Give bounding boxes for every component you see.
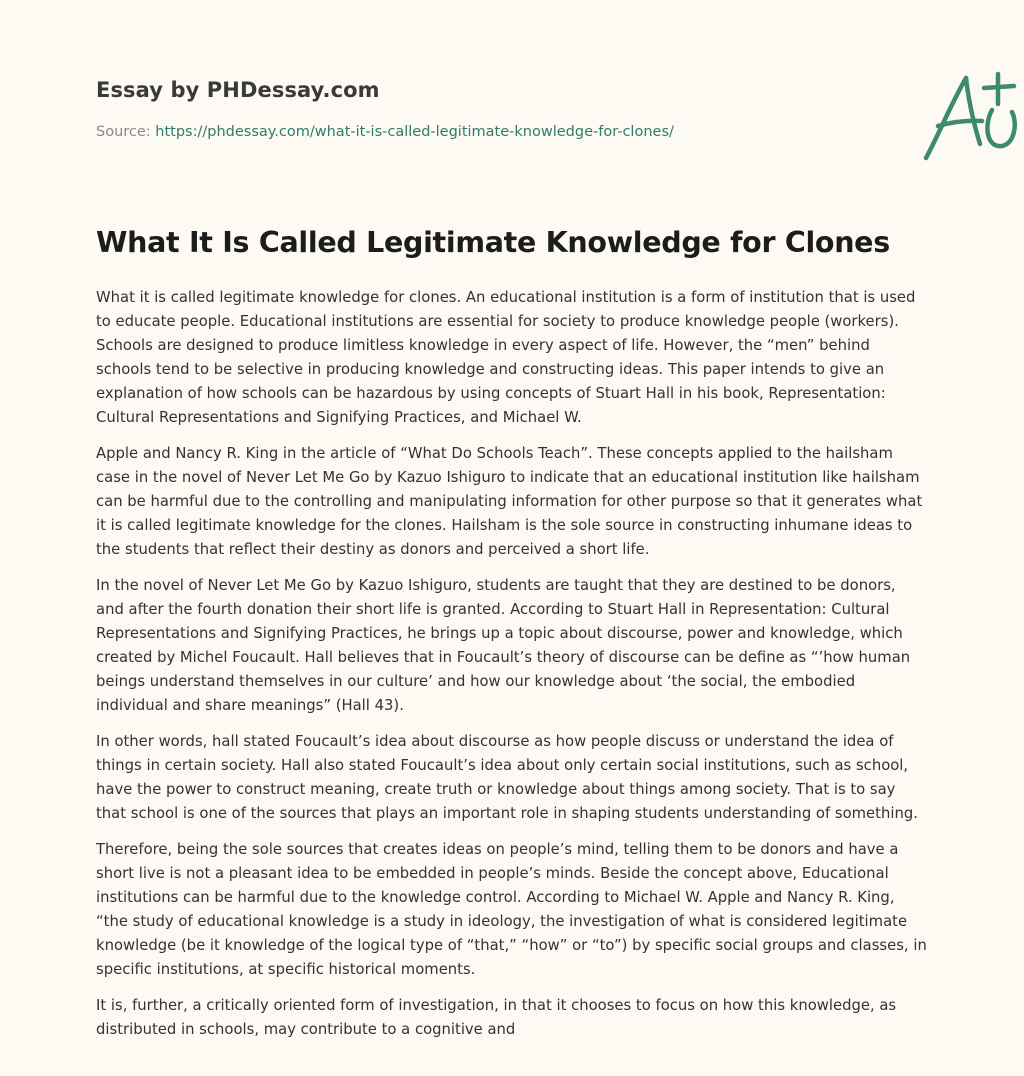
- source-link[interactable]: https://phdessay.com/what-it-is-called-legitimate-knowledge-for-clones/: [155, 124, 674, 140]
- source-label: Source:: [96, 124, 156, 140]
- essay-title: What It Is Called Legitimate Knowledge for Clones: [96, 226, 890, 259]
- site-brand: Essay by PHDessay.com: [96, 78, 380, 102]
- essay-paragraph: In other words, hall stated Foucault’s idea about discourse as how people discuss or understand the idea of things in certain society. Hall also stated Foucault’s idea about only certain social institutions, such as school, have the power to construct meaning, create truth or knowledge about things among society. That is to say that school is one of the sources that plays an important role in shaping students understanding of something.: [96, 733, 918, 822]
- essay-paragraph: Therefore, being the sole sources that creates ideas on people’s mind, telling them to be donors and have a short live is not a pleasant idea to be embedded in people’s minds. Beside the concept above, Educational institutions can be harmful due to the knowledge control. According to Michael W. Apple and Nancy R. King, “the study of educational knowledge is a study in ideology, the investigation of what is considered legitimate knowledge (be it knowledge of the logical type of “that,” “how” or “to”) by specific social groups and classes, in specific institutions, at specific historical moments.: [96, 841, 927, 978]
- a-plus-logo-icon: [916, 66, 1024, 166]
- source-line: [96, 124, 674, 140]
- essay-paragraph: What it is called legitimate knowledge for clones. An educational institution is a form of institution that is used to educate people. Educational institutions are essential for society to produce knowledge people (workers). Schools are designed to produce limitless knowledge in every aspect of life. However, the “men” behind schools tend to be selective in producing knowledge and constructing ideas. This paper intends to give an explanation of how schools can be hazardous by using concepts of Stuart Hall in his book, Representation: Cultural Representations and Signifying Practices, and Michael W.: [96, 289, 916, 426]
- essay-paragraph: It is, further, a critically oriented form of investigation, in that it chooses to focus on how this knowledge, as distributed in schools, may contribute to a cognitive and: [96, 997, 897, 1038]
- essay-paragraph: In the novel of Never Let Me Go by Kazuo Ishiguro, students are taught that they are destined to be donors, and after the fourth donation their short life is granted. According to Stuart Hall in Representation: Cultural Representations and Signifying Practices, he brings up a topic about discourse, power and knowledge, which created by Michel Foucault. Hall believes that in Foucault’s theory of discourse can be define as “’how human beings understand themselves in our culture’ and how our knowledge about ‘the social, the embodied individual and share meanings” (Hall 43).: [96, 577, 911, 714]
- essay-body: [96, 286, 928, 1054]
- essay-paragraph: Apple and Nancy R. King in the article of “What Do Schools Teach”. These concepts applied to the hailsham case in the novel of Never Let Me Go by Kazuo Ishiguro to indicate that an educational institution like hailsham can be harmful due to the controlling and manipulating information for other purpose so that it generates what it is called legitimate knowledge for the clones. Hailsham is the sole source in constructing inhumane ideas to the students that reflect their destiny as donors and perceived a short life.: [96, 445, 923, 558]
